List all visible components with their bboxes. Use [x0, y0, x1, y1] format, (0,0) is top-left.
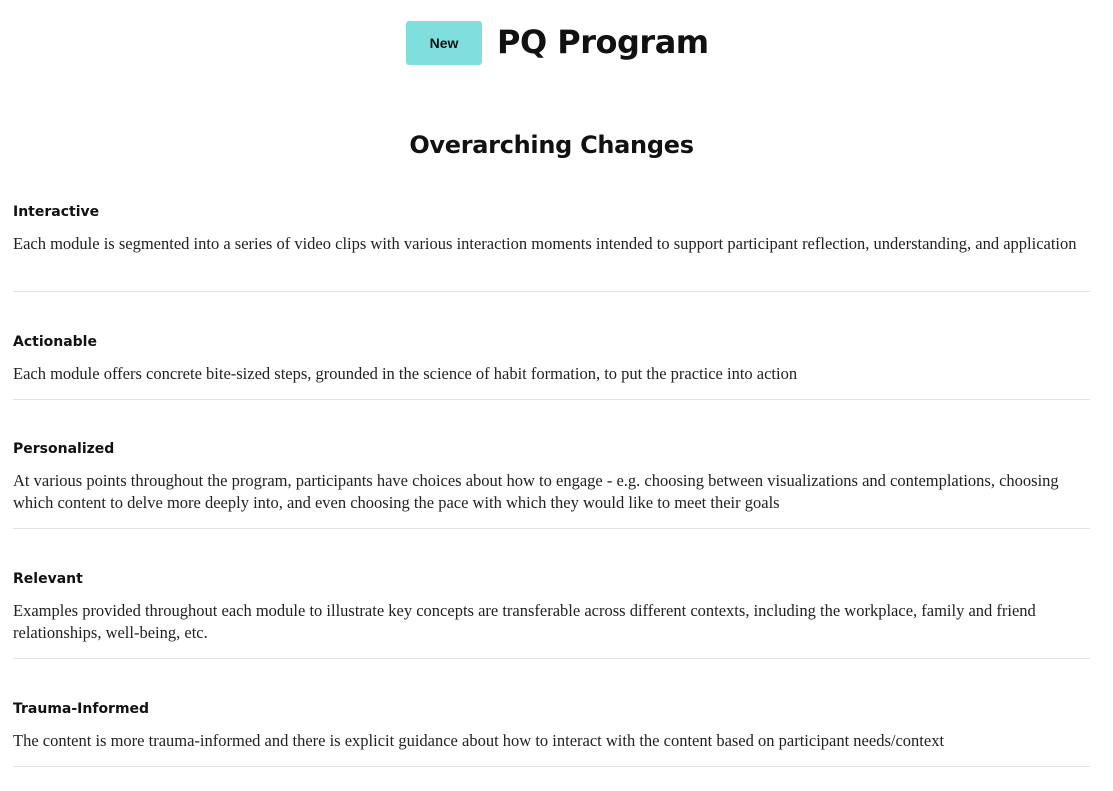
change-item-interactive [13, 203, 1090, 292]
item-label: Actionable [13, 334, 97, 350]
section-heading: Overarching Changes [409, 131, 694, 159]
item-description: At various points throughout the program, participants have choices about how to engage - e.g. choosing between visualizations and contemplations, choosing which content to delve more deeply into, and even choosing the pace with which they would like to meet their goals [13, 471, 1059, 512]
item-label: Trauma-Informed [13, 701, 150, 717]
item-label: Interactive [13, 204, 100, 220]
item-description: Each module is segmented into a series of video clips with various interaction moments intended to support participant reflection, understanding, and application [13, 234, 1077, 253]
change-item-personalized [13, 440, 1090, 529]
item-label: Personalized [13, 441, 115, 457]
item-description: Examples provided throughout each module to illustrate key concepts are transferable across different contexts, including the workplace, family and friend relationships, well-being, etc. [13, 601, 1036, 642]
page-header [0, 0, 1113, 86]
item-label: Relevant [13, 571, 83, 587]
change-item-trauma-informed [13, 700, 1090, 767]
item-description: The content is more trauma-informed and there is explicit guidance about how to interact with the content based on participant needs/context [13, 731, 945, 750]
page-title: PQ Program [497, 23, 709, 61]
new-badge: New [406, 21, 482, 65]
item-description: Each module offers concrete bite-sized steps, grounded in the science of habit formation, to put the practice into action [13, 364, 798, 383]
change-item-actionable [13, 333, 1090, 400]
change-item-relevant [13, 570, 1090, 659]
